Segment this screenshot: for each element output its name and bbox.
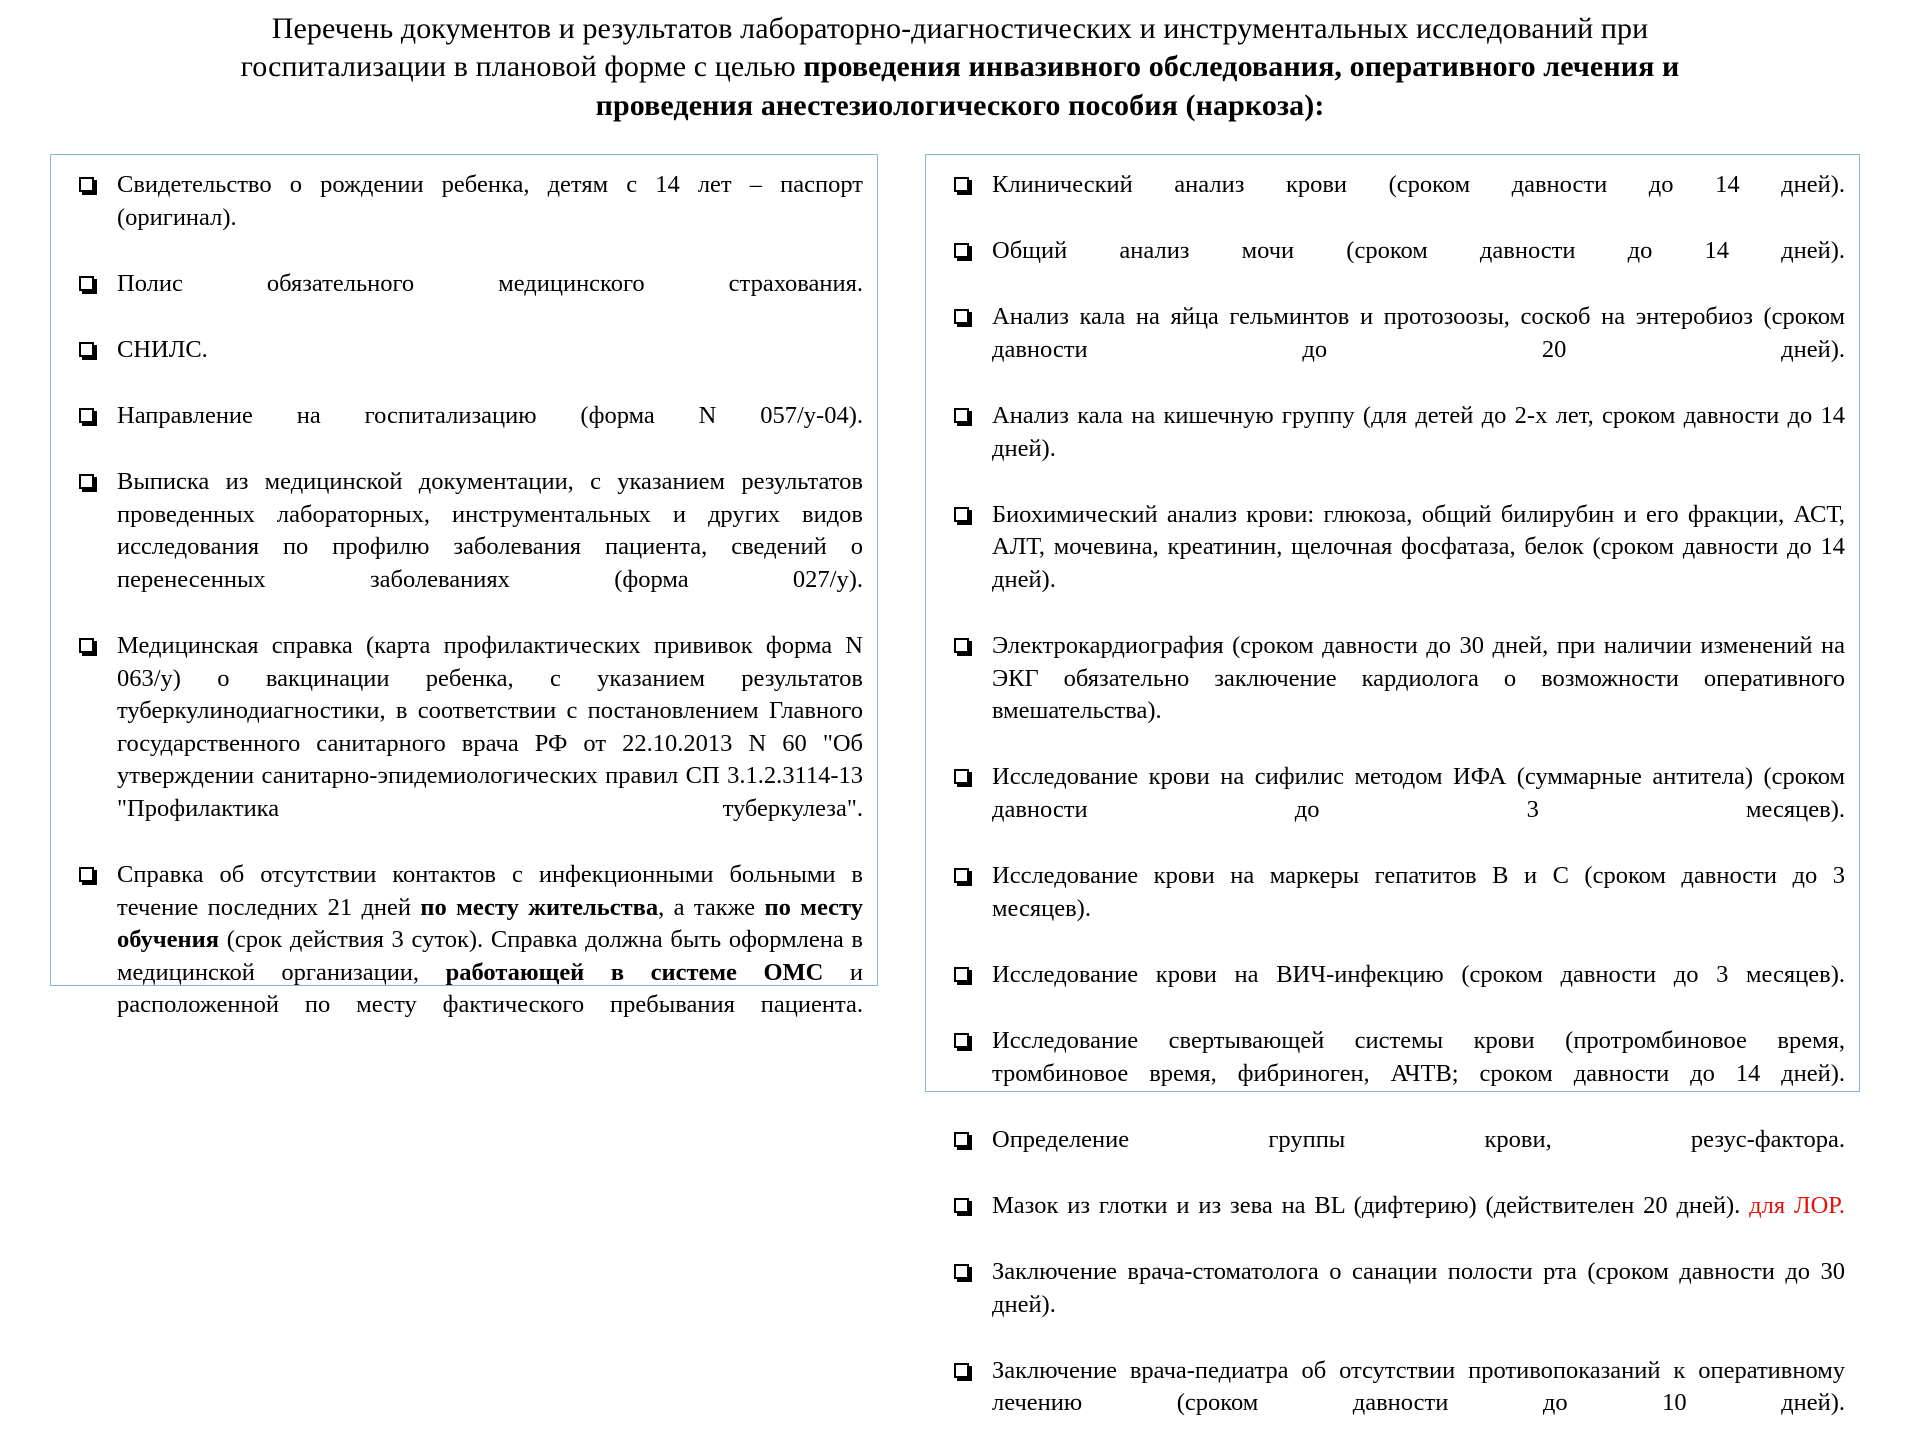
list-item xyxy=(61,400,863,465)
checkbox-icon xyxy=(79,177,94,192)
list-item-label: Направление на госпитализацию (форма N 057/у-04). xyxy=(117,402,863,430)
columns-container xyxy=(0,150,1920,1417)
list-item-label xyxy=(992,1190,1845,1255)
left-document-box xyxy=(50,154,878,1019)
list-item-label: Выписка из медицинской документации, с указанием результатов проведенных лабораторных, инструментальных и других видов исследования по профилю заболевания пациента, сведений о перенесенных заболеваниях (форма 027/у). xyxy=(117,468,863,593)
list-item-label: Исследование крови на маркеры гепатитов В и С (сроком давности до 3 месяцев). xyxy=(992,862,1845,922)
list-item xyxy=(61,268,863,333)
list-item xyxy=(936,860,1845,958)
title-line-3 xyxy=(65,87,1855,125)
list-item xyxy=(936,1256,1845,1354)
text-part: (срок действия 3 суток). Справка должна быть оформлена в медицинской организации, xyxy=(117,926,863,986)
text-part: , а также xyxy=(658,893,765,921)
list-item xyxy=(61,466,863,629)
checkbox-icon xyxy=(954,1033,969,1048)
list-item-label: СНИЛС. xyxy=(117,335,208,363)
list-item xyxy=(61,169,863,267)
list-item xyxy=(936,1124,1845,1189)
checkbox-icon xyxy=(954,408,969,423)
right-document-list xyxy=(936,169,1845,1453)
right-document-box xyxy=(925,154,1860,1417)
list-item-label: Исследование крови на сифилис методом ИФА (суммарные антитела) (сроком давности до 3 месяцев). xyxy=(992,763,1845,823)
list-item-label: Свидетельство о рождении ребенка, детям с 14 лет – паспорт (оригинал). xyxy=(117,171,863,231)
list-item xyxy=(936,761,1845,859)
checkbox-icon xyxy=(954,243,969,258)
checkbox-icon xyxy=(954,177,969,192)
list-item xyxy=(936,169,1845,234)
checkbox-icon xyxy=(954,507,969,522)
text-bold-oms: работающей в системе ОМС xyxy=(445,958,824,986)
list-item-label: Заключение врача-педиатра об отсутствии противопоказаний к оперативному лечению (сроком давности до 10 дней). xyxy=(992,1356,1845,1417)
checkbox-icon xyxy=(79,276,94,291)
checkbox-icon xyxy=(954,868,969,883)
title-line-1: Перечень документов и результатов лабораторно-диагностических и инструментальных исследований при xyxy=(271,12,1649,45)
list-item-label: Определение группы крови, резус-фактора. xyxy=(992,1125,1845,1153)
list-item xyxy=(936,400,1845,498)
checkbox-icon xyxy=(79,867,94,882)
list-item xyxy=(61,859,863,1054)
list-item xyxy=(936,630,1845,760)
text-part: и расположенной по месту фактического пребывания пациента. xyxy=(117,958,863,1019)
checkbox-icon xyxy=(954,1132,969,1147)
list-item xyxy=(61,630,863,858)
list-item-label: Биохимический анализ крови: глюкоза, общий билирубин и его фракции, АСТ, АЛТ, мочевина, креатинин, щелочная фосфатаза, белок (сроком давности до 14 дней). xyxy=(992,500,1845,593)
list-item-label: Анализ кала на кишечную группу (для детей до 2-х лет, сроком давности до 14 дней). xyxy=(992,402,1845,462)
title-line-2-plain: госпитализации в плановой форме с целью xyxy=(240,50,804,84)
list-item-label: Заключение врача-стоматолога о санации полости рта (сроком давности до 30 дней). xyxy=(992,1258,1845,1318)
list-item-label: Клинический анализ крови (сроком давности до 14 дней). xyxy=(992,171,1845,198)
text-bold-residence: по месту жительства xyxy=(420,893,659,921)
list-item xyxy=(936,959,1845,1024)
list-item xyxy=(936,1190,1845,1255)
checkbox-icon xyxy=(954,1363,969,1378)
checkbox-icon xyxy=(954,769,969,784)
title-line-2 xyxy=(65,48,1855,86)
list-item xyxy=(936,301,1845,399)
text-part: Справка об отсутствии контактов с инфекционными больными в течение последних 21 дней xyxy=(117,861,863,921)
text-bold-study: по месту обучения xyxy=(117,893,863,954)
checkbox-icon xyxy=(954,967,969,982)
checkbox-icon xyxy=(954,1264,969,1279)
checkbox-icon xyxy=(79,474,94,489)
list-item-label: Анализ кала на яйца гельминтов и протозоозы, соскоб на энтеробиоз (сроком давности до 20 дней). xyxy=(992,303,1845,363)
checkbox-icon xyxy=(954,309,969,324)
list-item-label xyxy=(117,859,863,1054)
list-item xyxy=(936,499,1845,629)
list-item-label: Исследование свертывающей системы крови (протромбиновое время, тромбиновое время, фибриноген, АЧТВ; сроком давности до 14 дней). xyxy=(992,1027,1845,1087)
list-item xyxy=(936,1355,1845,1453)
title-line-2-bold: проведения инвазивного обследования, оперативного лечения и xyxy=(803,50,1680,84)
left-document-list xyxy=(61,169,863,1055)
page-title xyxy=(65,10,1855,125)
list-item-label: Общий анализ мочи (сроком давности до 14 дней). xyxy=(992,237,1845,265)
title-line-3-bold: проведения анестезиологического пособия (наркоза): xyxy=(595,88,1325,122)
text-red-lor-note: для ЛОР. xyxy=(1749,1191,1845,1219)
document-page xyxy=(0,10,1920,1417)
list-item xyxy=(936,1025,1845,1123)
checkbox-icon xyxy=(954,638,969,653)
checkbox-icon xyxy=(954,1198,969,1213)
list-item-label: Исследование крови на ВИЧ-инфекцию (сроком давности до 3 месяцев). xyxy=(992,960,1845,988)
text-part: Мазок из глотки и из зева на BL (дифтерию) (действителен 20 дней). xyxy=(992,1191,1750,1219)
checkbox-icon xyxy=(79,408,94,423)
checkbox-icon xyxy=(79,638,94,653)
list-item-label: Электрокардиография (сроком давности до 30 дней, при наличии изменений на ЭКГ обязательно заключение кардиолога о возможности оперативного вмешательства). xyxy=(992,632,1845,725)
list-item-label: Полис обязательного медицинского страхования. xyxy=(117,269,863,297)
list-item xyxy=(936,235,1845,300)
checkbox-icon xyxy=(79,342,94,357)
list-item xyxy=(61,334,863,399)
list-item-label: Медицинская справка (карта профилактических прививок форма N 063/у) о вакцинации ребенка, с указанием результатов туберкулинодиагностики, в соответствии с постановлением Главного государственного санитарного врача РФ от 22.10.2013 N 60 "Об утверждении санитарно-эпидемиологических правил СП 3.1.2.3114-13 "Профилактика туберкулеза". xyxy=(117,632,863,822)
